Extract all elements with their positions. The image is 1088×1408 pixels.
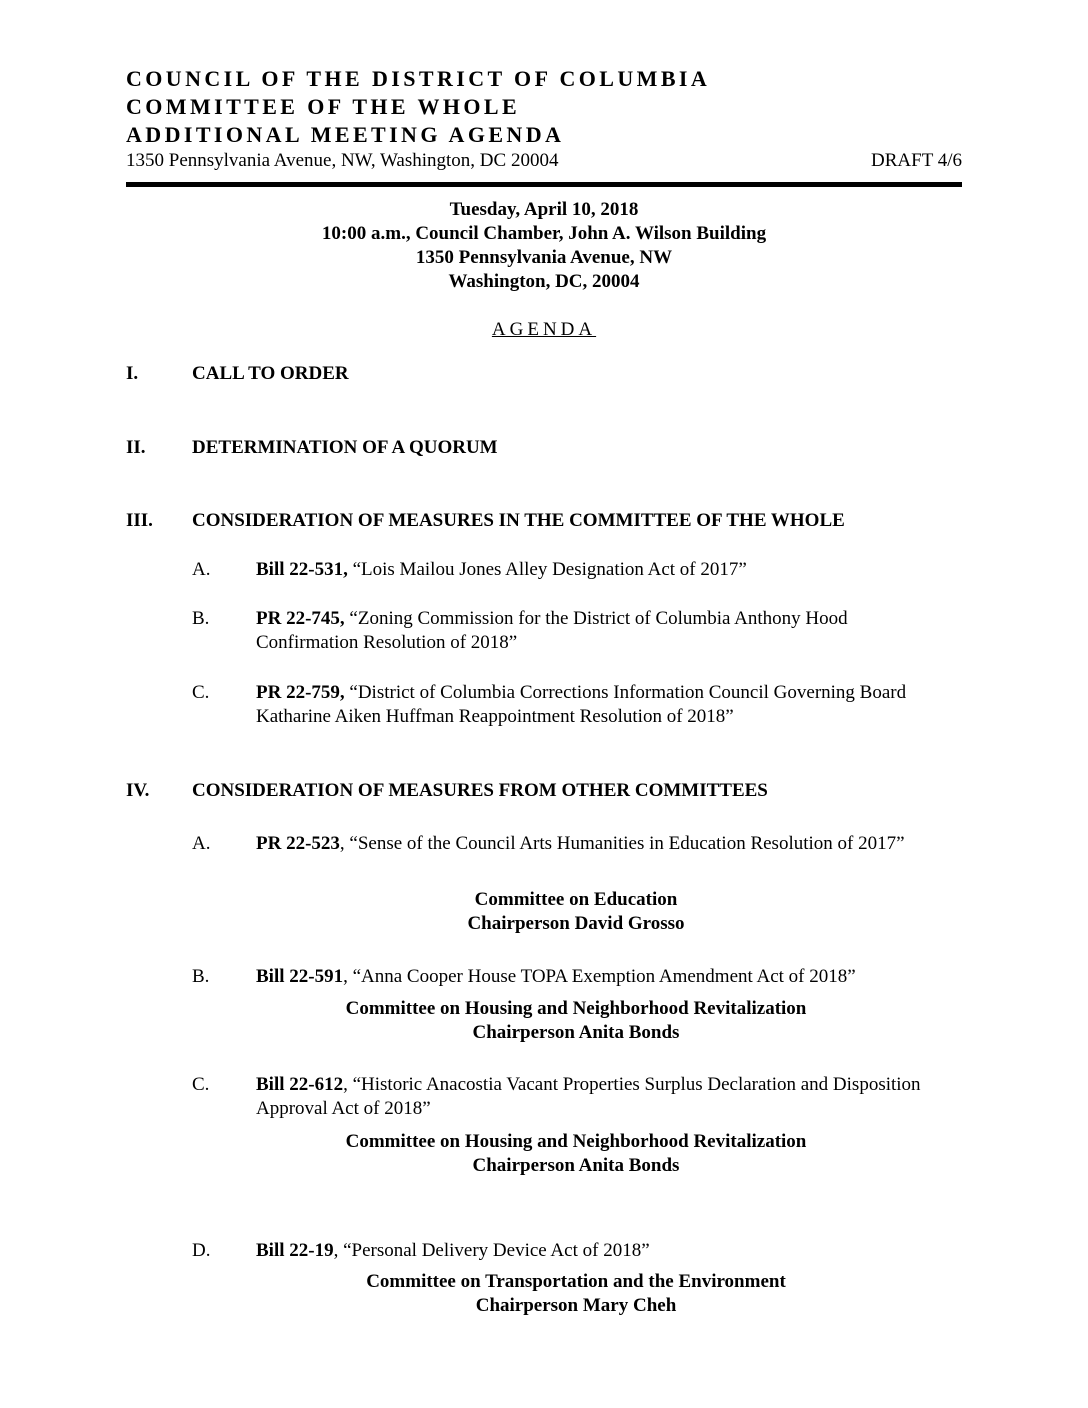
committee-chair: Chairperson David Grosso xyxy=(467,913,685,934)
agenda-item xyxy=(256,1239,946,1263)
item-letter: C. xyxy=(192,1074,210,1095)
meeting-city: Washington, DC, 20004 xyxy=(448,271,640,292)
committee-chair: Chairperson Anita Bonds xyxy=(472,1022,680,1043)
item-letter: B. xyxy=(192,608,210,629)
agenda-item xyxy=(256,1073,946,1121)
committee-name: Committee on Housing and Neighborhood Revitalization xyxy=(345,998,807,1019)
address-line xyxy=(126,150,962,172)
draft-label: DRAFT 4/6 xyxy=(871,150,962,171)
agenda-item xyxy=(256,965,946,989)
committee-chair: Chairperson Mary Cheh xyxy=(475,1295,677,1316)
section-number: II. xyxy=(126,437,146,458)
agenda-heading-text: AGENDA xyxy=(491,319,597,340)
committee-name: Committee on Housing and Neighborhood Revitalization xyxy=(345,1131,807,1152)
meeting-time-location: 10:00 a.m., Council Chamber, John A. Wilson Building xyxy=(321,223,767,244)
measure-id: Bill 22-612 xyxy=(256,1074,344,1095)
committee-chair: Chairperson Anita Bonds xyxy=(472,1155,680,1176)
agenda-item xyxy=(256,607,946,655)
measure-title: , “Sense of the Council Arts Humanities in Education Resolution of 2017” xyxy=(339,833,905,854)
measure-id: PR 22-745, xyxy=(256,608,345,629)
measure-id: Bill 22-531, xyxy=(256,559,348,580)
section-title: CONSIDERATION OF MEASURES IN THE COMMITTEE OF THE WHOLE xyxy=(192,510,845,531)
committee-name: Committee on Transportation and the Environment xyxy=(366,1271,786,1292)
section-title: CONSIDERATION OF MEASURES FROM OTHER COMMITTEES xyxy=(192,780,768,801)
meeting-street: 1350 Pennsylvania Avenue, NW xyxy=(415,247,673,268)
item-letter: A. xyxy=(192,833,211,854)
section-number: I. xyxy=(126,363,139,384)
measure-title: , “Anna Cooper House TOPA Exemption Amendment Act of 2018” xyxy=(343,966,856,987)
section-title: DETERMINATION OF A QUORUM xyxy=(192,437,498,458)
section-number: IV. xyxy=(126,780,150,801)
committee-title: COMMITTEE OF THE WHOLE xyxy=(126,94,521,119)
item-letter: A. xyxy=(192,559,211,580)
measure-title: , “Personal Delivery Device Act of 2018” xyxy=(333,1240,650,1261)
council-title: COUNCIL OF THE DISTRICT OF COLUMBIA xyxy=(126,66,711,91)
section-title: CALL TO ORDER xyxy=(192,363,349,384)
item-letter: D. xyxy=(192,1240,211,1261)
section-number: III. xyxy=(126,510,153,531)
committee-name: Committee on Education xyxy=(474,889,678,910)
agenda-type-title: ADDITIONAL MEETING AGENDA xyxy=(126,122,565,147)
measure-title: , “Historic Anacostia Vacant Properties Surplus Declaration and Disposition Approval Act of 2018” xyxy=(256,1074,921,1119)
council-address: 1350 Pennsylvania Avenue, NW, Washington, DC 20004 xyxy=(126,150,559,171)
agenda-item xyxy=(256,832,946,856)
measure-title: “Lois Mailou Jones Alley Designation Act of 2017” xyxy=(347,559,747,580)
agenda-item xyxy=(256,558,946,582)
item-letter: B. xyxy=(192,966,210,987)
header-rule xyxy=(126,182,962,187)
agenda-item xyxy=(256,681,946,729)
meeting-date: Tuesday, April 10, 2018 xyxy=(449,199,639,220)
measure-id: Bill 22-591 xyxy=(256,966,344,987)
measure-id: Bill 22-19 xyxy=(256,1240,334,1261)
measure-title: “District of Columbia Corrections Information Council Governing Board Katharine Aiken Huffman Reappointment Resolution of 2018” xyxy=(256,682,907,727)
measure-id: PR 22-759, xyxy=(256,682,345,703)
measure-title: “Zoning Commission for the District of Columbia Anthony Hood Confirmation Resolution of 2018” xyxy=(256,608,848,653)
measure-id: PR 22-523 xyxy=(256,833,340,854)
agenda-heading xyxy=(0,318,1088,342)
item-letter: C. xyxy=(192,682,210,703)
